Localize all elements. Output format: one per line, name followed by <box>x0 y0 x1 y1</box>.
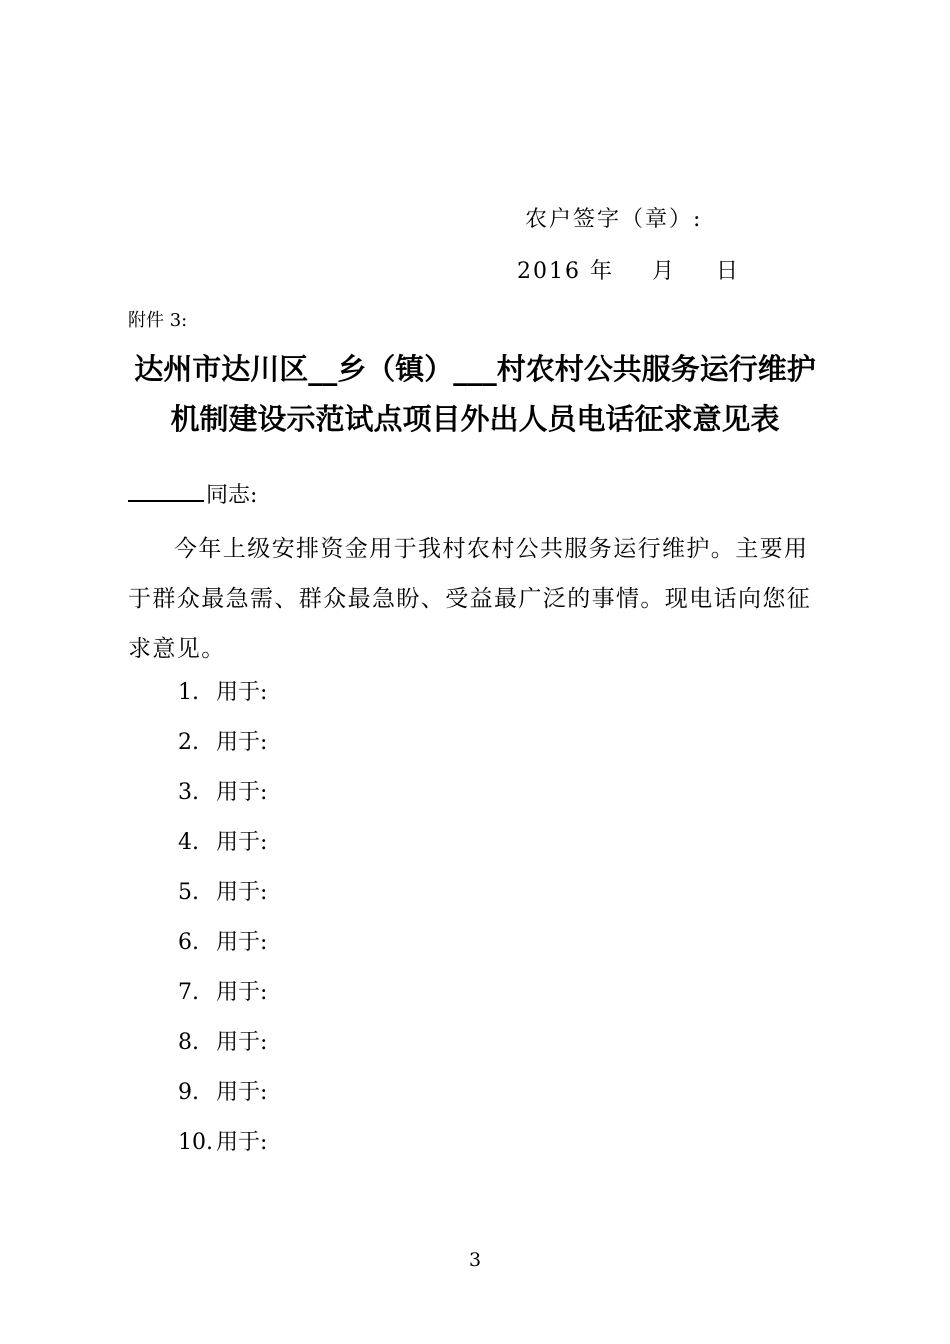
item-label: 用于: <box>216 680 268 705</box>
signature-month: 月 <box>651 259 676 284</box>
item-number: 3. <box>178 780 199 805</box>
item-number: 9. <box>178 1080 199 1105</box>
item-number: 8. <box>178 1030 199 1055</box>
item-number: 10. <box>178 1130 213 1155</box>
greeting-text: 同志: <box>206 483 258 508</box>
list-item <box>178 968 267 1018</box>
name-blank-line <box>128 480 204 502</box>
document-title-line-2: 机制建设示范试点项目外出人员电话征求意见表 <box>170 402 780 436</box>
signature-date <box>517 254 740 285</box>
signature-label: 农户签字（章）: <box>525 207 703 232</box>
attachment-label: 附件 3: <box>128 310 188 331</box>
item-label: 用于: <box>216 1080 268 1105</box>
item-label: 用于: <box>216 880 268 905</box>
list-item <box>178 868 267 918</box>
item-number: 6. <box>178 930 199 955</box>
list-item <box>178 818 267 868</box>
item-number: 4. <box>178 830 199 855</box>
item-number: 7. <box>178 980 199 1005</box>
item-number: 2. <box>178 730 199 755</box>
list-item <box>178 1118 267 1168</box>
item-label: 用于: <box>216 730 268 755</box>
list-item <box>178 918 267 968</box>
item-label: 用于: <box>216 980 268 1005</box>
item-label: 用于: <box>216 1130 268 1155</box>
body-paragraph: 今年上级安排资金用于我村农村公共服务运行维护。主要用于群众最急需、群众最急盼、受益最广泛的事情。现电话向您征求意见。 <box>128 536 812 662</box>
page-number: 3 <box>468 1249 482 1271</box>
list-item <box>178 768 267 818</box>
list-item <box>178 1068 267 1118</box>
item-label: 用于: <box>216 1030 268 1055</box>
list-item <box>178 718 267 768</box>
suggestion-list <box>178 668 267 1168</box>
signature-day: 日 <box>716 259 741 284</box>
item-label: 用于: <box>216 780 268 805</box>
item-number: 5. <box>178 880 199 905</box>
item-number: 1. <box>178 680 199 705</box>
list-item <box>178 668 267 718</box>
signature-year: 2016 年 <box>517 259 614 284</box>
document-title-line-1: 达州市达川区__乡（镇）___村农村公共服务运行维护 <box>134 352 816 386</box>
list-item <box>178 1018 267 1068</box>
item-label: 用于: <box>216 930 268 955</box>
item-label: 用于: <box>216 830 268 855</box>
greeting <box>128 478 257 509</box>
